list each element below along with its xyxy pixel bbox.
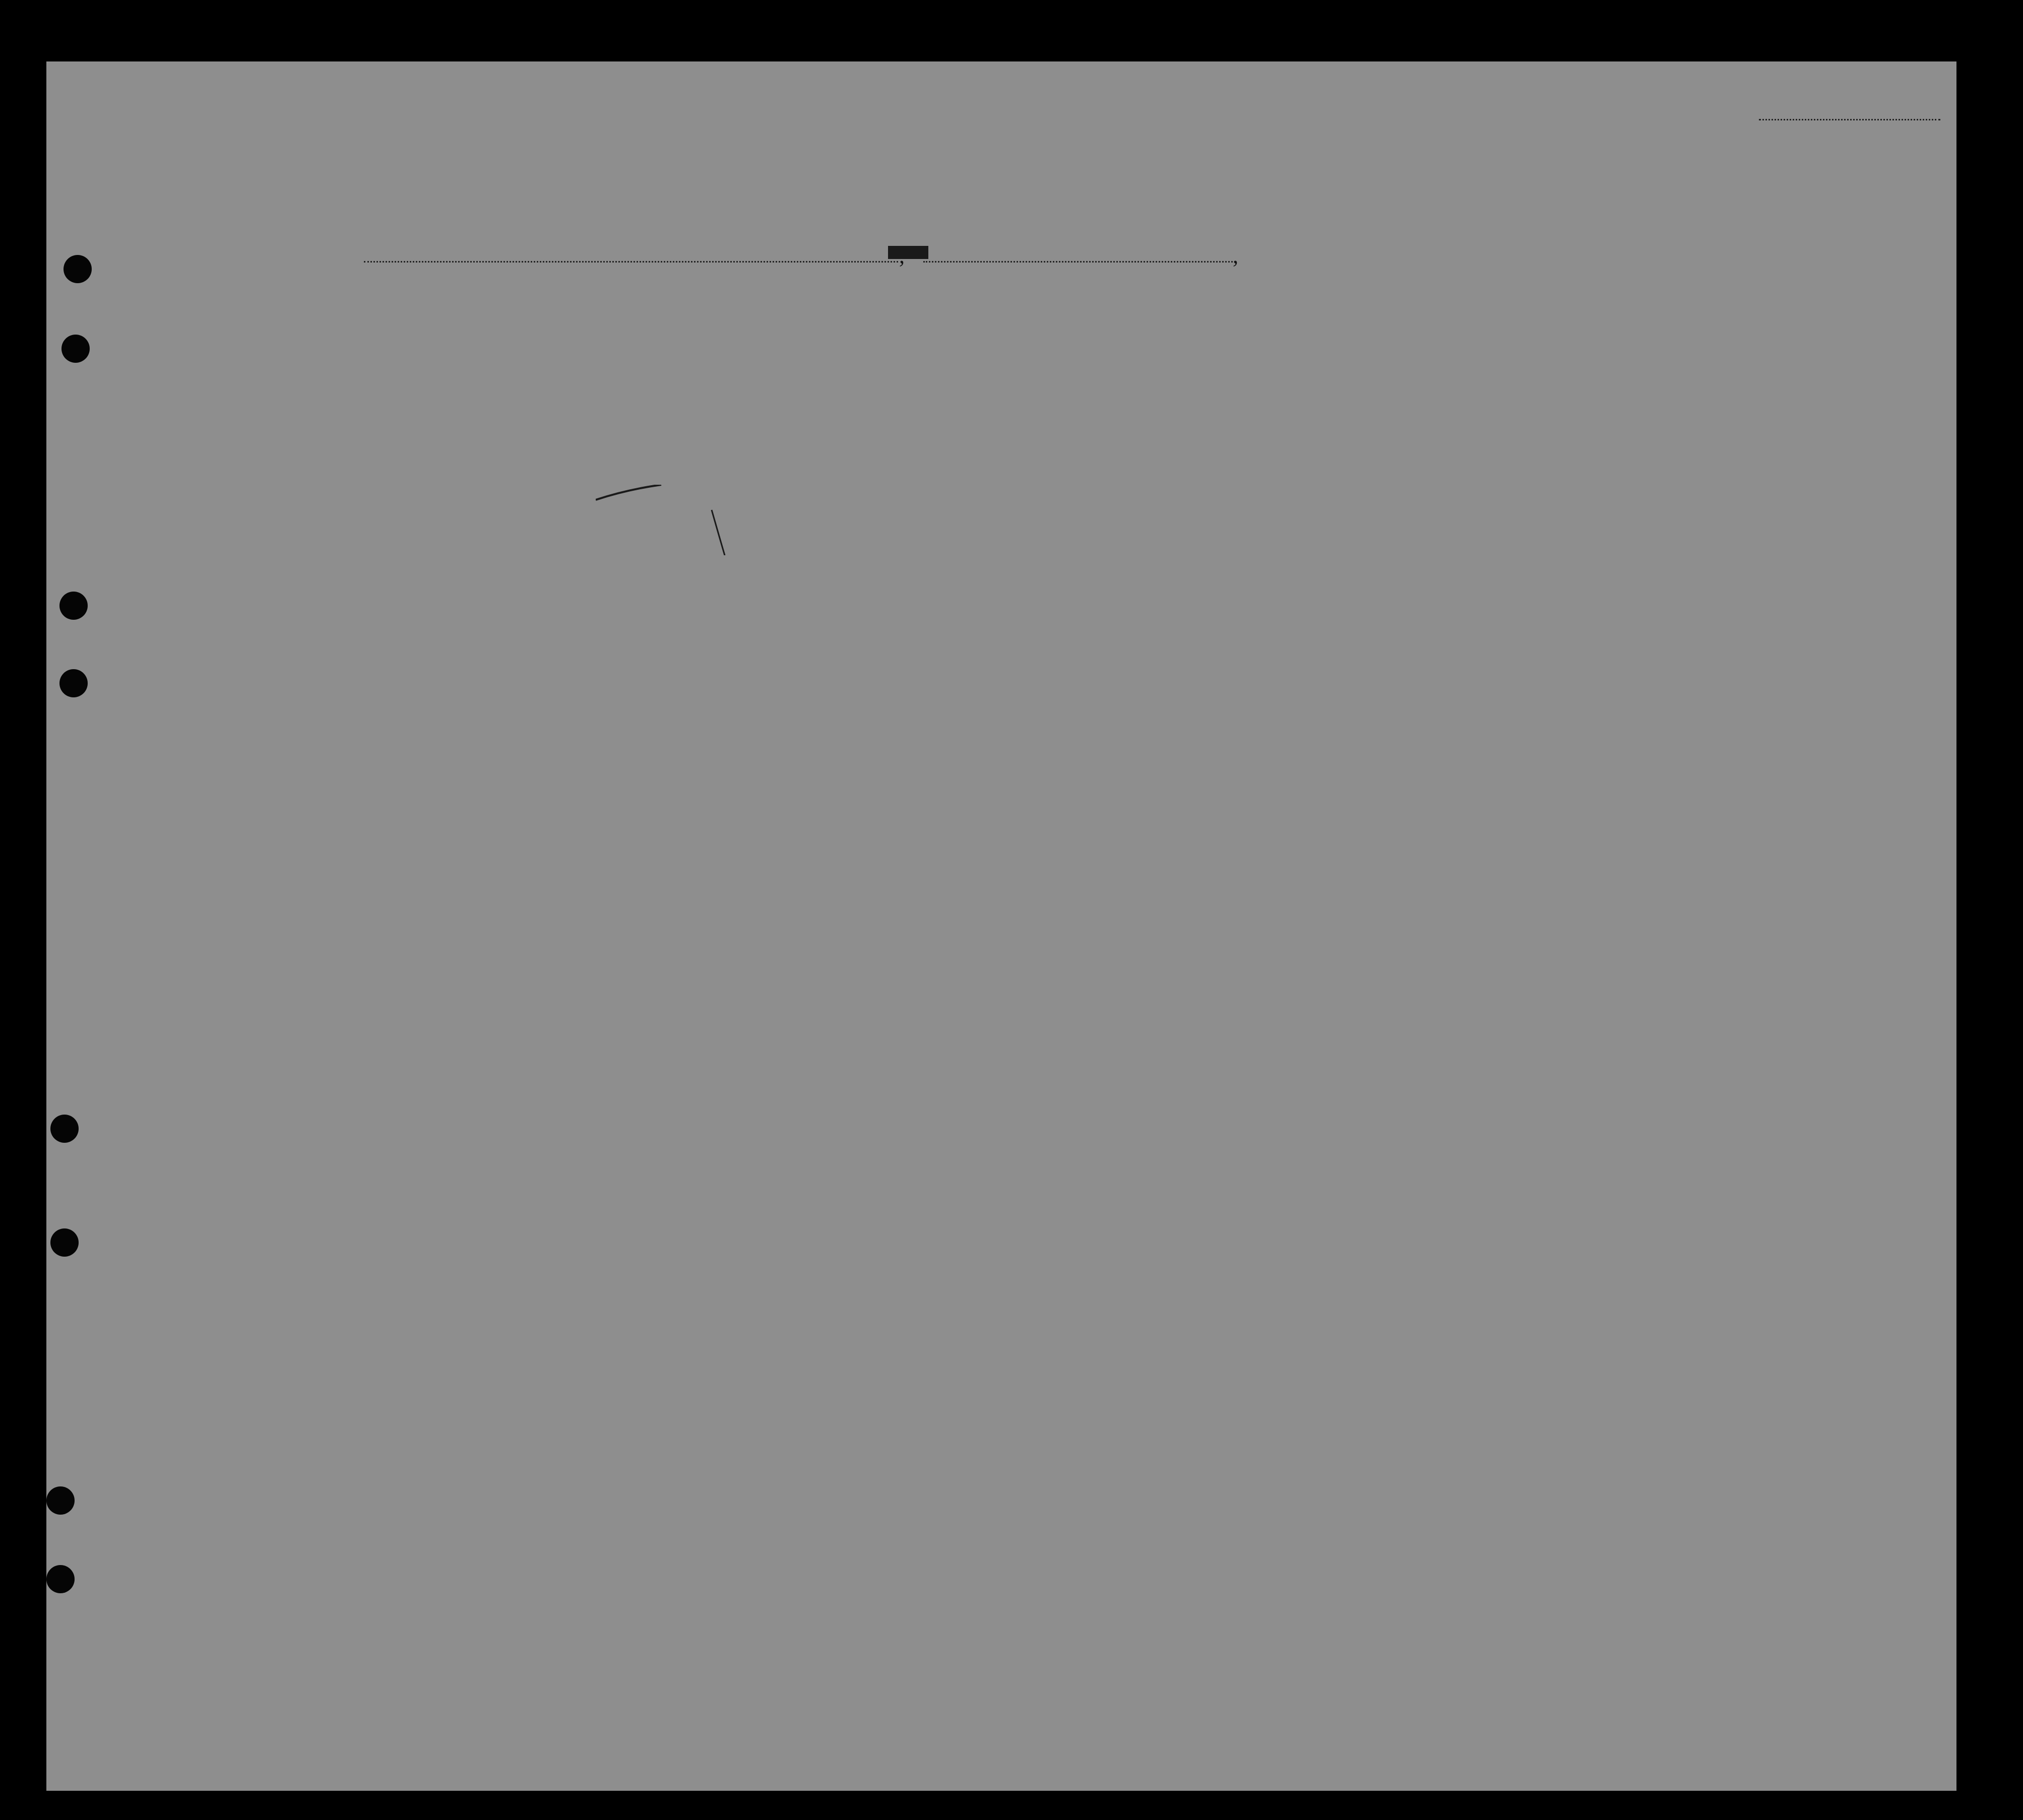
binder-hole bbox=[61, 335, 90, 363]
binder-hole bbox=[59, 592, 88, 620]
manifest-sheet bbox=[46, 61, 1956, 1791]
binder-hole bbox=[64, 255, 92, 283]
table-grid bbox=[46, 61, 1956, 1791]
binder-hole bbox=[46, 1486, 75, 1515]
binder-hole bbox=[59, 669, 88, 697]
binder-hole bbox=[50, 1228, 79, 1257]
hand-check-stroke bbox=[596, 485, 787, 555]
comma-sep-2: , bbox=[1233, 243, 1238, 268]
binder-hole bbox=[46, 1565, 75, 1593]
binder-hole bbox=[50, 1115, 79, 1143]
